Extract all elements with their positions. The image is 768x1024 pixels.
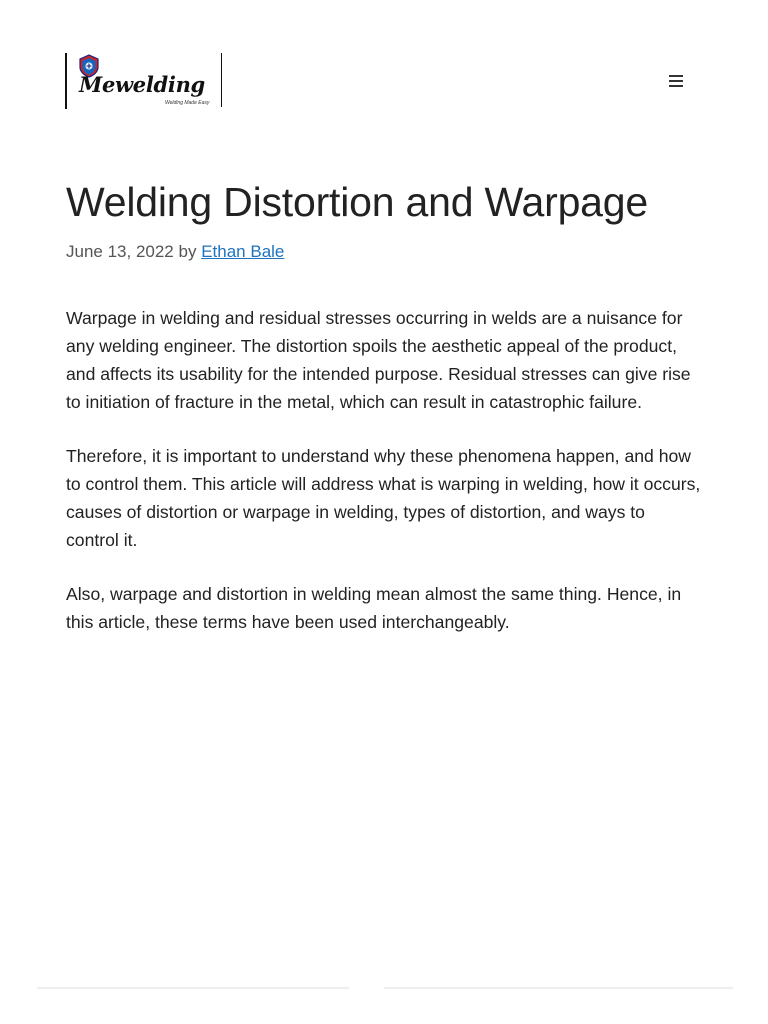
by-label: by	[178, 242, 197, 261]
logo-divider-left	[65, 53, 67, 109]
article-meta	[66, 240, 702, 264]
site-logo[interactable]	[65, 52, 225, 110]
site-header	[0, 0, 768, 160]
article-content	[66, 304, 702, 636]
author-link[interactable]: Ethan Bale	[201, 242, 285, 261]
paragraph-2: Therefore, it is important to understand why these phenomena happen, and how to control them. This article will address what is warping in welding, how it occurs, causes of distortion or warpage in welding, types of distortion, and ways to control it.	[66, 446, 701, 550]
footer-divider-right	[384, 987, 733, 989]
logo-tagline: Welding Made Easy	[165, 100, 210, 106]
post-date: June 13, 2022	[66, 242, 174, 261]
logo-divider-right	[221, 53, 222, 107]
paragraph-3: Also, warpage and distortion in welding mean almost the same thing. Hence, in this article, these terms have been used interchangeably.	[66, 584, 682, 632]
menu-toggle-button[interactable]	[662, 68, 690, 94]
article-title: Welding Distortion and Warpage	[66, 179, 648, 225]
article	[66, 174, 702, 662]
logo-wordmark: Mewelding	[79, 72, 205, 97]
footer-divider-left	[37, 987, 349, 989]
paragraph-1: Warpage in welding and residual stresses occurring in welds are a nuisance for any welding engineer. The distortion spoils the aesthetic appeal of the product, and affects its usability for the intended purpose. Residual stresses can give rise to initiation of fracture in the metal, which can result in catastrophic failure.	[66, 308, 691, 412]
